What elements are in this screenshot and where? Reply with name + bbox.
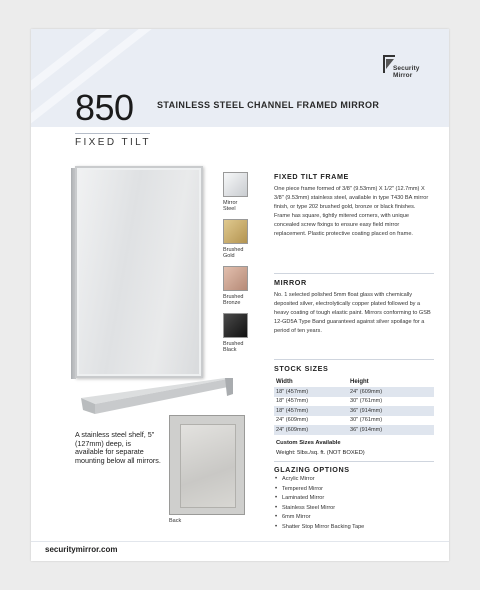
table-row: 18" (457mm) 36" (914mm) xyxy=(274,406,434,416)
list-item: • Tempered Mirror xyxy=(274,485,364,495)
spec-sheet xyxy=(31,29,449,561)
table-row: 24" (609mm) 30" (761mm) xyxy=(276,417,383,424)
table-row: 18" (457mm) 24" (609mm) xyxy=(274,387,434,397)
back-caption: Back xyxy=(169,518,182,524)
swatch-label: Mirror Steel xyxy=(223,200,238,213)
mirror-heading: MIRROR xyxy=(274,278,307,287)
frame-heading: FIXED TILT FRAME xyxy=(274,172,349,181)
swatch-label: Brushed Gold xyxy=(223,247,244,260)
frame-text: One piece frame formed of 3/8" (9.53mm) X 1/2" (12.7mm) X 3/8" (9.53mm) stainless steel, available in type T430 BA mirror finish, or type 202 brushed gold, bronze or black finishes. Frame has square, tightly mitered corners, with unique concealed screw fixings to ensure easy field mirror replacement. Plastic protective coating placed on frame. xyxy=(274,186,429,237)
list-item: • 6mm Mirror xyxy=(274,513,364,523)
list-item: • Stainless Steel Mirror xyxy=(274,504,364,514)
swatch-brushed-bronze xyxy=(223,266,248,291)
shelf-caption: A stainless steel shelf, 5" (127mm) deep, is available for separate mounting below all mirrors. xyxy=(75,430,161,465)
glazing-list xyxy=(274,475,364,532)
swatch-label: Brushed Bronze xyxy=(223,294,244,307)
product-title: STAINLESS STEEL CHANNEL FRAMED MIRROR xyxy=(157,100,380,110)
swatch-brushed-black xyxy=(223,313,248,338)
website-link[interactable]: securitymirror.com xyxy=(45,545,118,554)
swatch-mirror-steel xyxy=(223,172,248,197)
stock-heading: STOCK SIZES xyxy=(274,364,329,373)
table-header xyxy=(274,377,434,387)
model-number: 850 xyxy=(75,87,134,128)
list-item: • Acrylic Mirror xyxy=(274,475,364,485)
swatch-label: Brushed Black xyxy=(223,341,244,354)
list-item: • Laminated Mirror xyxy=(274,494,364,504)
weight-note: Weight: 5lbs./sq. ft. (NOT BOXED) xyxy=(276,450,365,456)
divider xyxy=(274,461,434,462)
mirror-text: No. 1 selected polished 5mm float glass with chemically deposited silver, electrolytically copper plated followed by a heavy coating of tough elastic paint. Mirrors conforming to GSB 12-GD5A Type Band guaranteed against silver spoilage for a period of ten years. xyxy=(274,292,431,334)
shelf-image xyxy=(75,376,235,416)
list-item: • Shatter Stop Mirror Backing Tape xyxy=(274,523,364,533)
table-row: 18" (457mm) 30" (761mm) xyxy=(276,398,383,405)
stock-sizes-table xyxy=(274,377,434,435)
divider xyxy=(75,133,150,134)
column-header: Width xyxy=(276,379,293,385)
glazing-heading: GLAZING OPTIONS xyxy=(274,465,350,474)
product-subtitle: FIXED TILT xyxy=(75,137,151,148)
table-row: 24" (609mm) 36" (914mm) xyxy=(274,425,434,435)
column-header: Height xyxy=(350,379,369,385)
mirror-image xyxy=(75,166,203,378)
custom-sizes-note: Custom Sizes Available xyxy=(276,440,341,446)
divider xyxy=(274,359,434,360)
swatch-brushed-gold xyxy=(223,219,248,244)
divider xyxy=(274,273,434,274)
logo-text: Security Mirror xyxy=(393,65,420,79)
mirror-back-image xyxy=(169,415,245,515)
footer-divider xyxy=(31,541,449,542)
